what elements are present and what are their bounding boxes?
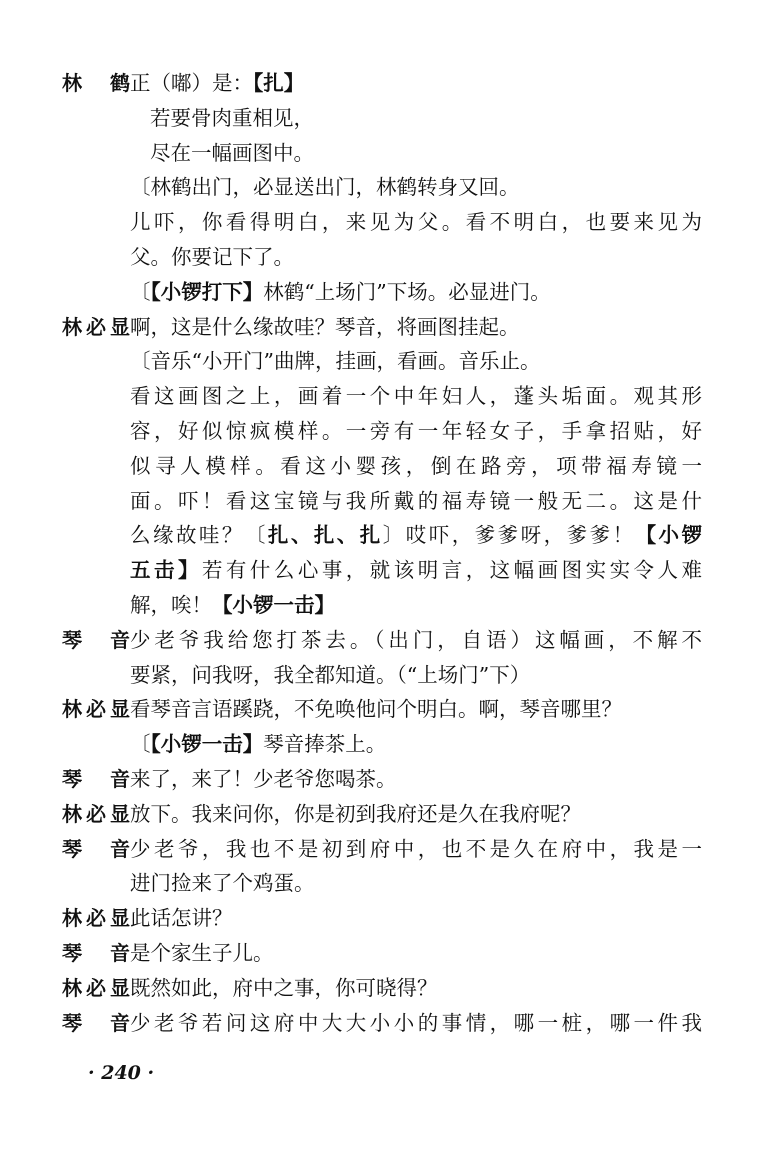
- text-segment: 〔音乐“小开门”曲牌，挂画，看画。音乐止。: [130, 349, 541, 374]
- speaker-name: 林必显: [62, 975, 130, 1000]
- line-text: [130, 692, 702, 727]
- speaker-name: 琴 音: [62, 627, 130, 652]
- text-segment: 看这画图之上，画着一个中年妇人，蓬头垢面。观其形: [130, 384, 702, 409]
- line-text: [130, 484, 702, 519]
- page-number: · 240 ·: [88, 1062, 155, 1084]
- line-text: [130, 658, 702, 693]
- text-line: [0, 658, 772, 693]
- speaker-name: 林必显: [62, 314, 130, 339]
- text-line: [0, 275, 772, 310]
- text-line: [0, 170, 772, 205]
- text-segment: 儿吓，你看得明白，来见为父。看不明白，也要来见为: [130, 210, 702, 235]
- dialogue-line: [0, 832, 772, 867]
- dialogue-line: [0, 762, 772, 797]
- line-text: [130, 275, 702, 310]
- stage-cue: 【小锣一击】: [150, 732, 264, 757]
- text-line: [0, 344, 772, 379]
- text-line: [0, 414, 772, 449]
- script-page-body: [0, 66, 772, 1040]
- dialogue-line: [0, 310, 772, 345]
- speaker-name: 琴 音: [62, 766, 130, 791]
- line-text: [130, 797, 702, 832]
- text-line: [0, 240, 772, 275]
- dialogue-line: [0, 971, 772, 1006]
- text-segment: 面。吓！看这宝镜与我所戴的福寿镜一般无二。这是什: [130, 488, 702, 513]
- text-segment: 少老爷，我也不是初到府中，也不是久在府中，我是一: [130, 836, 702, 861]
- text-segment: 么缘故哇？〔: [130, 523, 268, 548]
- dialogue-line: [0, 901, 772, 936]
- speaker-name: 林必显: [62, 801, 130, 826]
- line-text: [150, 101, 702, 136]
- dialogue-line: [0, 692, 772, 727]
- text-segment: 琴音捧茶上。: [263, 732, 387, 757]
- text-segment: 若有什么心事，就该明言，这幅画图实实令人难: [201, 558, 703, 583]
- text-segment: 少老爷若问这府中大大小小的事情，哪一桩，哪一件我: [130, 1010, 702, 1035]
- line-text: [130, 1006, 702, 1041]
- line-text: [130, 866, 702, 901]
- text-segment: 正（嘟）是：: [130, 71, 253, 95]
- stage-cue: 扎、扎、扎: [267, 523, 383, 548]
- line-text: [150, 136, 702, 171]
- speaker-name: 琴 音: [62, 940, 130, 965]
- dialogue-line: [0, 66, 772, 101]
- text-line: [0, 101, 772, 136]
- text-segment: 容，好似惊疯模样。一旁有一年轻女子，手拿招贴，好: [130, 418, 702, 443]
- line-text: [130, 379, 702, 414]
- text-line: [0, 449, 772, 484]
- dialogue-line: [0, 623, 772, 658]
- text-segment: 此话怎讲？: [130, 906, 233, 931]
- text-segment: 〕哎吓，爹爹呀，爹爹！: [382, 523, 636, 548]
- line-text: [130, 518, 702, 553]
- line-text: [130, 66, 702, 101]
- text-segment: 进门捡来了个鸡蛋。: [130, 871, 315, 896]
- line-text: [130, 971, 702, 1006]
- line-text: [130, 727, 702, 762]
- text-segment: 既然如此，府中之事，你可晓得？: [130, 975, 438, 1000]
- speaker-name: 琴 音: [62, 1010, 130, 1035]
- text-segment: 放下。我来问你，你是初到我府还是久在我府呢？: [130, 801, 581, 826]
- line-text: [130, 344, 702, 379]
- dialogue-line: [0, 936, 772, 971]
- text-segment: 〔: [130, 732, 151, 757]
- text-segment: 若要骨肉重相见，: [150, 105, 314, 130]
- speaker-name: 林必显: [62, 906, 130, 931]
- text-line: [0, 553, 772, 588]
- text-segment: 要紧，问我呀，我全都知道。（“上场门”下）: [130, 662, 531, 687]
- stage-cue: 【小锣打下】: [150, 279, 264, 304]
- text-segment: 〔林鹤出门，必显送出门，林鹤转身又回。: [130, 175, 520, 200]
- speaker-name: 林必显: [62, 697, 130, 722]
- line-text: [130, 449, 702, 484]
- text-segment: 啊，这是什么缘故哇？琴音，将画图挂起。: [130, 314, 520, 339]
- line-text: [130, 205, 702, 240]
- text-segment: 看琴音言语蹊跷，不免唤他问个明白。啊，琴音哪里？: [130, 697, 622, 722]
- text-line: [0, 205, 772, 240]
- text-segment: 父。你要记下了。: [130, 244, 294, 269]
- text-segment: 似寻人模样。看这小婴孩，倒在路旁，项带福寿镜一: [130, 453, 702, 478]
- line-text: [130, 414, 702, 449]
- dialogue-line: [0, 797, 772, 832]
- line-text: [130, 553, 702, 588]
- text-line: [0, 866, 772, 901]
- text-segment: 来了，来了！少老爷您喝茶。: [130, 766, 397, 791]
- line-text: [130, 310, 702, 345]
- text-segment: 少老爷我给您打茶去。（出门，自语）这幅画，不解不: [130, 627, 702, 652]
- line-text: [130, 588, 702, 623]
- text-segment: 尽在一幅画图中。: [150, 140, 314, 165]
- text-line: [0, 588, 772, 623]
- text-line: [0, 379, 772, 414]
- text-line: [0, 136, 772, 171]
- text-line: [0, 518, 772, 553]
- speaker-name: 琴 音: [62, 836, 130, 861]
- line-text: [130, 936, 702, 971]
- line-text: [130, 762, 702, 797]
- text-segment: 〔: [130, 279, 151, 304]
- line-text: [130, 901, 702, 936]
- line-text: [130, 170, 702, 205]
- text-segment: 林鹤“上场门”下场。必显进门。: [263, 279, 551, 304]
- stage-cue: 【扎】: [253, 71, 305, 95]
- text-line: [0, 484, 772, 519]
- speaker-name: 林 鹤: [62, 71, 130, 95]
- text-segment: 解，唉！: [130, 592, 212, 617]
- stage-cue: 【小锣: [635, 523, 703, 548]
- line-text: [130, 623, 702, 658]
- text-segment: 是个家生子儿。: [130, 940, 274, 965]
- line-text: [130, 832, 702, 867]
- dialogue-line: [0, 1006, 772, 1041]
- stage-cue: 【小锣一击】: [212, 592, 335, 617]
- stage-cue: 五击】: [130, 558, 202, 583]
- line-text: [130, 240, 702, 275]
- text-line: [0, 727, 772, 762]
